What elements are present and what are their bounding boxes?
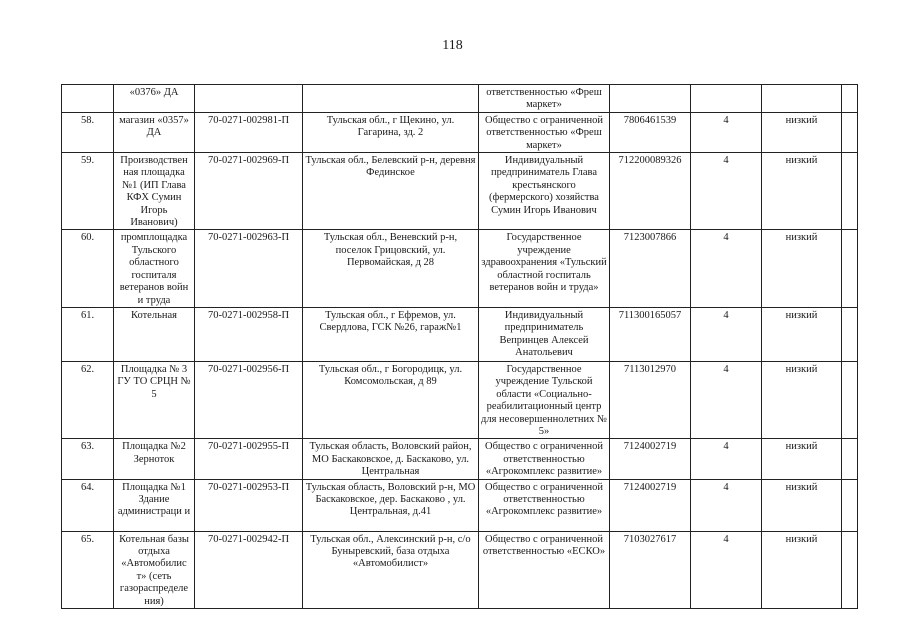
object-name: Площадка № 3 ГУ ТО СРЦН № 5 [114,361,195,438]
table-row [62,307,858,361]
object-name: промплощадка Тульского областного госпиталя ветеранов войн и труда [114,230,195,307]
operator-name: ответственностью «Фреш маркет» [479,85,610,113]
object-code: 70-0271-002953-П [195,479,303,531]
risk-level [762,85,842,113]
table-row [62,439,858,479]
empty-cell [842,85,858,113]
row-number: 63. [62,439,114,479]
object-address [303,85,479,113]
operator-name: Общество с ограниченной ответственностью «ЕСКО» [479,531,610,608]
object-name: Котельная базы отдыха «Автомобилис т» (сеть газораспределе ния) [114,531,195,608]
page-number: 118 [442,38,463,53]
object-address: Тульская обл., г Щекино, ул. Гагарина, зд. 2 [303,112,479,152]
row-number: 62. [62,361,114,438]
inn: 7103027617 [610,531,691,608]
operator-name: Общество с ограниченной ответственностью «Фреш маркет» [479,112,610,152]
object-address: Тульская область, Воловский район, МО Баскаковское, д. Баскаково, ул. Центральная [303,439,479,479]
table-row [62,112,858,152]
row-number: 58. [62,112,114,152]
risk-level: низкий [762,230,842,307]
inn: 7806461539 [610,112,691,152]
object-name: Котельная [114,307,195,361]
inn: 7113012970 [610,361,691,438]
object-address: Тульская обл., г Ефремов, ул. Свердлова, ГСК №26, гараж№1 [303,307,479,361]
empty-cell [842,531,858,608]
inn: 711300165057 [610,307,691,361]
empty-cell [842,361,858,438]
inn: 712200089326 [610,153,691,230]
operator-name: Государственное учреждение Тульской области «Социально-реабилитационный центр для несовершеннолетних № 5» [479,361,610,438]
risk-level: низкий [762,153,842,230]
object-code [195,85,303,113]
object-name: Производствен ная площадка №1 (ИП Глава КФХ Сумин Игорь Иванович) [114,153,195,230]
table-row [62,153,858,230]
inn: 7123007866 [610,230,691,307]
row-number: 65. [62,531,114,608]
object-name: магазин «0357» ДА [114,112,195,152]
category: 4 [691,153,762,230]
empty-cell [842,153,858,230]
object-address: Тульская обл., Белевский р-н, деревня Фединское [303,153,479,230]
object-address: Тульская обл., Веневский р-н, поселок Грицовский, ул. Первомайская, д 28 [303,230,479,307]
category: 4 [691,531,762,608]
category: 4 [691,479,762,531]
table-body [62,85,858,609]
object-code: 70-0271-002963-П [195,230,303,307]
operator-name: Индивидуальный предприниматель Вепринцев Алексей Анатольевич [479,307,610,361]
operator-name: Индивидуальный предприниматель Глава крестьянского (фермерского) хозяйства Сумин Игорь Иванович [479,153,610,230]
inn: 7124002719 [610,479,691,531]
object-address: Тульская обл., г Богородицк, ул. Комсомольская, д 89 [303,361,479,438]
object-name: Площадка №2 Зерноток [114,439,195,479]
empty-cell [842,112,858,152]
category: 4 [691,439,762,479]
object-name: Площадка №1 Здание администраци и [114,479,195,531]
empty-cell [842,230,858,307]
inn: 7124002719 [610,439,691,479]
category: 4 [691,361,762,438]
object-code: 70-0271-002981-П [195,112,303,152]
operator-name: Общество с ограниченной ответственностью «Агрокомплекс развитие» [479,439,610,479]
row-number [62,85,114,113]
category: 4 [691,112,762,152]
row-number: 61. [62,307,114,361]
object-code: 70-0271-002942-П [195,531,303,608]
registry-table [61,84,858,609]
object-code: 70-0271-002955-П [195,439,303,479]
row-number: 60. [62,230,114,307]
object-code: 70-0271-002958-П [195,307,303,361]
table-row [62,479,858,531]
object-address: Тульская область, Воловский р-н, МО Баскаковское, дер. Баскаково , ул. Центральная, д.41 [303,479,479,531]
empty-cell [842,439,858,479]
object-code: 70-0271-002956-П [195,361,303,438]
risk-level: низкий [762,479,842,531]
row-number: 59. [62,153,114,230]
object-address: Тульская обл., Алексинский р-н, с/о Буныревский, база отдыха «Автомобилист» [303,531,479,608]
category [691,85,762,113]
table-row [62,361,858,438]
table-row [62,230,858,307]
inn [610,85,691,113]
table-row [62,531,858,608]
operator-name: Государственное учреждение здравоохранения «Тульский областной госпиталь ветеранов войн и труда» [479,230,610,307]
risk-level: низкий [762,439,842,479]
category: 4 [691,230,762,307]
category: 4 [691,307,762,361]
row-number: 64. [62,479,114,531]
object-name: «0376» ДА [114,85,195,113]
risk-level: низкий [762,361,842,438]
operator-name: Общество с ограниченной ответственностью «Агрокомплекс развитие» [479,479,610,531]
risk-level: низкий [762,531,842,608]
object-code: 70-0271-002969-П [195,153,303,230]
empty-cell [842,479,858,531]
table-row [62,85,858,113]
risk-level: низкий [762,112,842,152]
risk-level: низкий [762,307,842,361]
empty-cell [842,307,858,361]
